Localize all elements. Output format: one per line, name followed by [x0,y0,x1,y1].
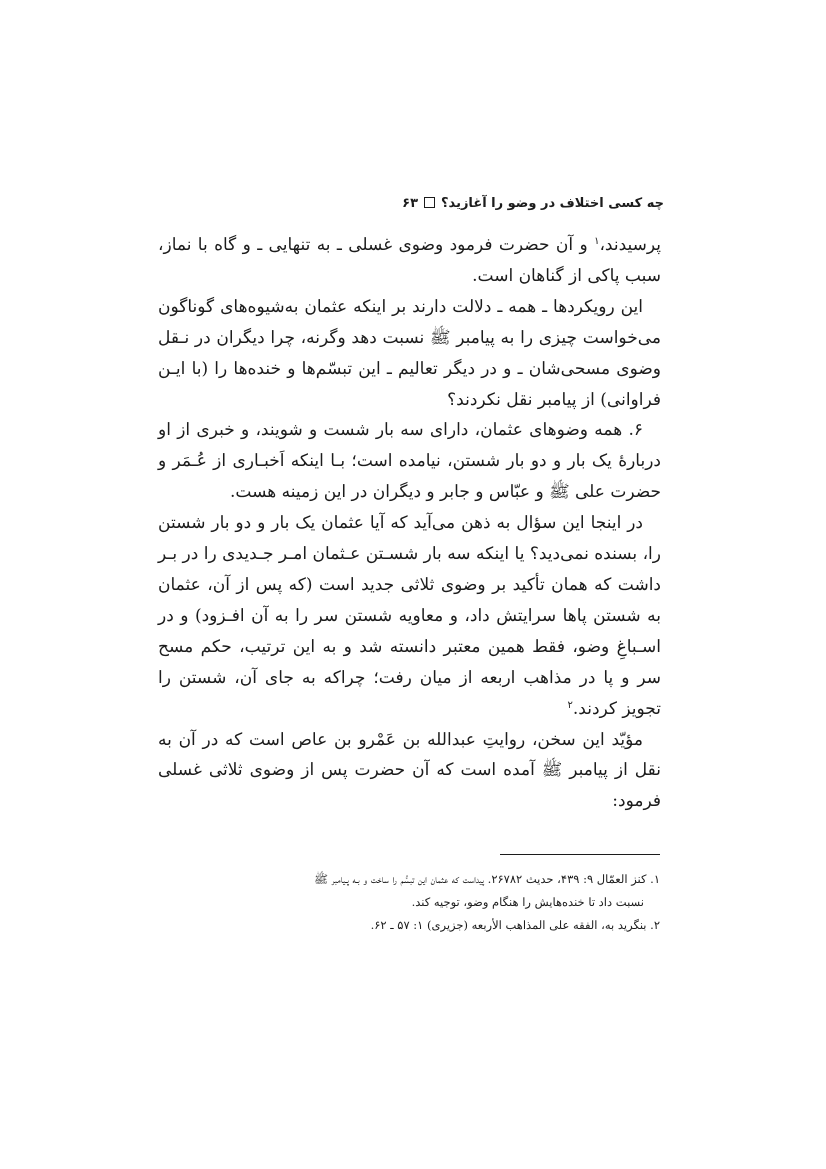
paragraph-2: این رویکردها ـ همه ـ دلالت دارند بر اینکه عثمان به‌شیوه‌های گوناگون می‌خواست چیزی را به پیامبر ﷺ نسبت دهد وگرنه، چرا دیگران در نـقل وضوی مسحی‌شان ـ و در دیگر تعالیم ـ این تبسّم‌ها و خنده‌ها را (با ایـن فراوانی) از پیامبر نقل نکردند؟ [158,296,661,410]
paragraph-1 [158,230,661,292]
paragraph-1-start: پرسیدند، [599,235,661,255]
paragraph-1-rest: و آن حضرت فرمود وضوی غسلی ـ به تنهایی ـ و گاه با نماز، سبب پاکی از گناهان است. [158,235,661,286]
running-head [140,196,664,211]
square-ornament-icon [424,197,435,208]
footnote-divider [500,854,660,855]
paragraph-4 [158,508,661,724]
paragraph-4-text: در اینجا این سؤال به ذهن می‌آید که آیا عثمان یک بار و دو بار شستن را، بسنده نمی‌دید؟ یا اینکه سه بار شسـتن عـثمان امـر جـدیدی را در بـر داشت که همان تأکید بر وضوی ثلاثی جدید است (که پس از آن، عثمان به شستن پاها سرایتش داد، و معاویه شستن سر را به آن افـزود) و در اسـباغِ وضو، فقط همین معتبر دانسته شد و به این ترتیب، حکم مسح سر و پا در مذاهب اربعه از میان رفت؛ چراکه به جای آن، شستن را تجویز کردند. [158,513,661,719]
page-number: ۶۳ [402,196,419,211]
footnote-1: ۱. کنز العمّال ۹: ۴۳۹، حدیث ۲۶۷۸۲. پیداست که عثمان این تبسُّم را ساخت و بـه پـیامبر ﷺ [314,872,660,886]
paragraph-5: مؤیّد این سخن، روایتِ عبدالله بن عَمْرو بن عاص است که در آن به نقل از پیامبر ﷺ آمده است که آن حضرت پس از وضوی ثلاثی غسلی فرمود: [158,729,661,812]
running-head-title: چه کسی اختلاف در وضو را آغازید؟ [441,196,664,211]
footnotes [150,868,660,937]
paragraph-3: ۶. همه وضوهای عثمان، دارای سه بار شست و شویند، و خبری از او دربارهٔ یک بار و دو بار شستن، نیامده است؛ بـا اینکه اَخبـاری از عُـمَر و حضرت علی ﷺ و عبّاس و جابر و دیگران در این زمینه هست. [158,420,661,503]
footnote-2: ۲. بنگرید به، الفقه علی المذاهب الأربعه (جزیری) ۱: ۵۷ ـ ۶۲. [370,918,660,932]
footnote-ref-2: ۲ [567,699,573,711]
body-text [158,230,661,817]
footnote-1-continued: نسبت داد تا خنده‌هایش را هنگام وضو، توجیه کند. [411,895,644,909]
footnote-ref-1: ۱ [594,236,600,247]
